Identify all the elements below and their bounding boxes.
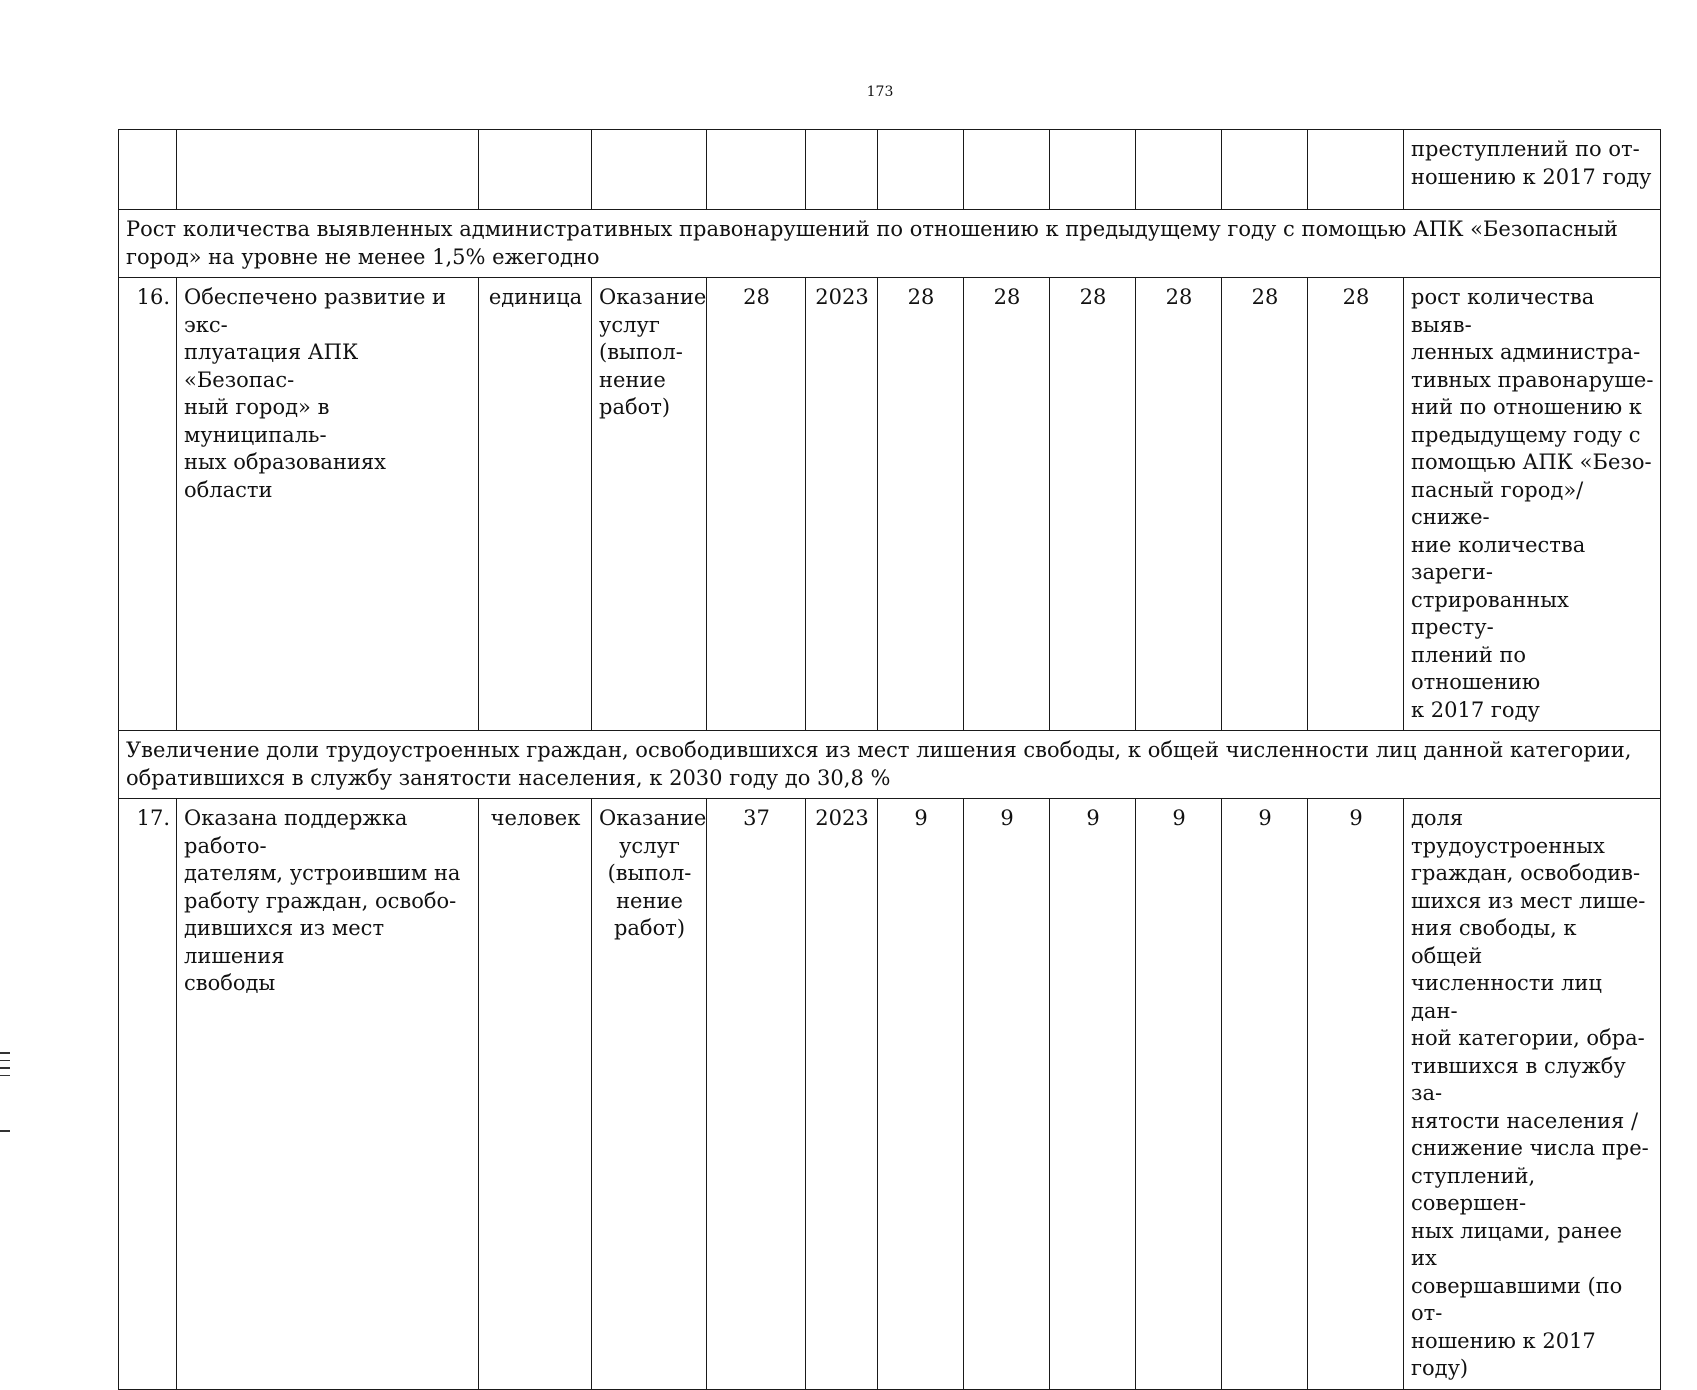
section-heading: Рост количества выявленных административных правонарушений по отношению к предыдущему году с помощью АПК «Безопасный город» на уровне не менее 1,5% ежегодно	[119, 210, 1661, 278]
year-value-cell: 9	[1222, 799, 1308, 1390]
year-value-cell: 28	[1308, 278, 1404, 731]
row-number: 17.	[119, 799, 177, 1390]
cell-empty	[1308, 130, 1404, 210]
base-year-cell: 2023	[806, 799, 878, 1390]
type-cell: Оказание услуг (выпол- нение работ)	[592, 278, 707, 731]
year-value-cell: 28	[1050, 278, 1136, 731]
year-value-cell: 9	[964, 799, 1050, 1390]
base-year-cell: 2023	[806, 278, 878, 731]
base-value-cell: 28	[707, 278, 806, 731]
cell-empty	[1222, 130, 1308, 210]
unit-cell: единица	[479, 278, 592, 731]
table-row-continuation	[119, 130, 1661, 210]
year-value-cell: 28	[1136, 278, 1222, 731]
year-value-cell: 9	[1050, 799, 1136, 1390]
section-heading: Увеличение доли трудоустроенных граждан, освободившихся из мест лишения свободы, к общей численности лиц данной категории, обратившихся в службу занятости населения, к 2030 году до 30,8 %	[119, 731, 1661, 799]
cell-empty	[177, 130, 479, 210]
cell-empty	[592, 130, 707, 210]
cell-empty	[878, 130, 964, 210]
indicators-table	[118, 129, 1661, 1390]
type-cell: Оказание услуг (выпол- нение работ)	[592, 799, 707, 1390]
result-cell: рост количества выяв- ленных администра- тивных правонаруше- ний по отношению к предыдущему году с помощью АПК «Безо- пасный город»/ сниже- ние количества зареги- стрированных престу- плений по отношению к 2017 году	[1404, 278, 1661, 731]
cell-empty	[1050, 130, 1136, 210]
year-value-cell: 9	[1308, 799, 1404, 1390]
cell-empty	[1136, 130, 1222, 210]
year-value-cell: 9	[878, 799, 964, 1390]
year-value-cell: 28	[1222, 278, 1308, 731]
page-number: 173	[866, 84, 894, 100]
table-row	[119, 278, 1661, 731]
year-value-cell: 28	[964, 278, 1050, 731]
task-cell: Оказана поддержка работо- дателям, устроившим на работу граждан, освобо- дившихся из мест лишения свободы	[177, 799, 479, 1390]
cell-empty	[806, 130, 878, 210]
margin-marks	[0, 1052, 10, 1138]
cell-empty	[119, 130, 177, 210]
row-number: 16.	[119, 278, 177, 731]
year-value-cell: 9	[1136, 799, 1222, 1390]
cell-empty	[479, 130, 592, 210]
section-heading-row	[119, 731, 1661, 799]
table-row	[119, 799, 1661, 1390]
unit-cell: человек	[479, 799, 592, 1390]
section-heading-row	[119, 210, 1661, 278]
cell-empty	[964, 130, 1050, 210]
base-value-cell: 37	[707, 799, 806, 1390]
result-cell: преступлений по от- ношению к 2017 году	[1404, 130, 1661, 210]
result-cell: доля трудоустроенных граждан, освободив- шихся из мест лише- ния свободы, к общей численности лиц дан- ной категории, обра- тившихся в службу за- нятости населения / снижение числа пре- ступлений, совершен- ных лицами, ранее их совершавшими (по от- ношению к 2017 году)	[1404, 799, 1661, 1390]
task-cell: Обеспечено развитие и экс- плуатация АПК «Безопас- ный город» в муниципаль- ных образованиях области	[177, 278, 479, 731]
year-value-cell: 28	[878, 278, 964, 731]
cell-empty	[707, 130, 806, 210]
